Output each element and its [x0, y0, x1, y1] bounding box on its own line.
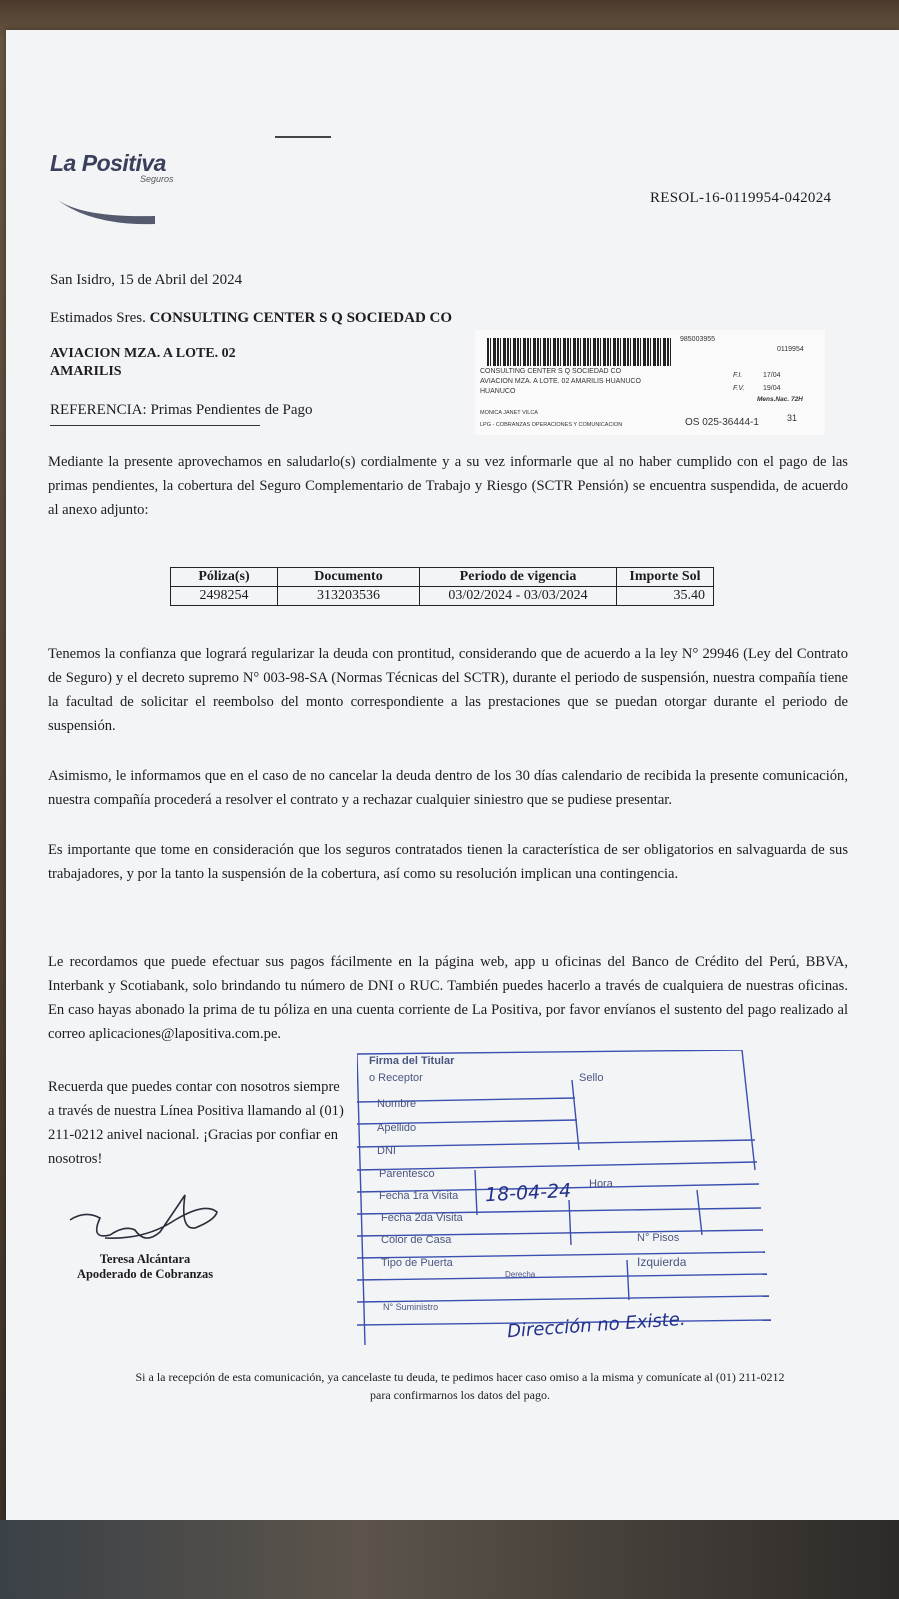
label-fi: F.I. [733, 372, 743, 379]
courier-stamp [357, 1050, 777, 1355]
stamp-label-suministro: N° Suministro [383, 1302, 439, 1312]
greeting-prefix: Estimados Sres. [50, 310, 146, 326]
label-mens: Mens.Nac. 72H [757, 396, 803, 403]
label-line-3: HUANUCO [480, 388, 516, 395]
table-surface [0, 1520, 899, 1599]
address-line-1: AVIACION MZA. A LOTE. 02 [50, 346, 236, 361]
company-name: CONSULTING CENTER S Q SOCIEDAD CO [149, 310, 453, 326]
table-header-row [171, 568, 714, 587]
paragraph-3: Asimismo, le informamos que en el caso de no cancelar la deuda dentro de los 30 días calendario de recibida la presente comunicación, nuestra compañía procederá a resolver el contrato y a rechazar cualquier siniestro que se pudiese presentar. [48, 768, 848, 808]
stamp-label-puerta: Tipo de Puerta [381, 1257, 453, 1269]
letter-date: San Isidro, 15 de Abril del 2024 [50, 272, 243, 288]
cell-poliza: 2498254 [171, 587, 278, 606]
stamp-label-apellido: Apellido [377, 1122, 417, 1134]
signer-name: Teresa Alcántara [99, 1252, 191, 1266]
header-importe: Importe Sol [617, 568, 714, 587]
paragraph-6 [48, 1075, 348, 1171]
barcode-icon [487, 338, 672, 366]
company-logo [50, 150, 210, 230]
logo-text: La Positiva [50, 150, 166, 176]
label-os-code: OS 025-36444-1 [685, 417, 759, 428]
label-right-code: 0119954 [777, 346, 804, 353]
stamp-label-fecha2: Fecha 2da Visita [381, 1212, 463, 1224]
logo-subtext: Seguros [140, 174, 174, 184]
address-block [50, 345, 236, 381]
logo-swoosh-icon [50, 196, 160, 226]
signer-block [75, 1252, 215, 1282]
address-line-2: AMARILIS [50, 364, 122, 379]
stamp-label-izquierda: Izquierda [637, 1255, 687, 1269]
stamp-label-derecha: Derecha [505, 1270, 536, 1279]
stamp-label-nombre: Nombre [377, 1098, 417, 1110]
stamp-label-sello: Sello [579, 1072, 604, 1084]
reference-text: Primas Pendientes de Pago [150, 402, 313, 418]
reference-label: REFERENCIA: [50, 402, 147, 418]
stamp-label-hora: Hora [589, 1178, 613, 1190]
stamp-label-parentesco: Parentesco [379, 1168, 435, 1180]
policy-table [170, 567, 714, 606]
label-line-4: MONICA JANET VILCA [480, 410, 538, 416]
reference [50, 402, 313, 419]
signer-title: Apoderado de Cobranzas [76, 1267, 214, 1281]
header-dash [275, 136, 331, 138]
label-os-number: 31 [787, 413, 798, 423]
stamp-label-receptor: o Receptor [369, 1072, 423, 1084]
paragraph-6-text: Recuerda que puedes contar con nosotros siempre a través de nuestra Línea Positiva llamando al (01) 211-0212 anivel nacional. ¡Gracias por confiar en nosotros! [48, 1079, 344, 1167]
paragraph-1: Mediante la presente aprovechamos en saludarlo(s) cordialmente y a su vez informarle que al no haber cumplido con el pago de las primas pendientes, la cobertura del Seguro Complementario de Trabajo y Riesgo (SCTR Pensión) se encuentra suspendida, de acuerdo al anexo adjunto: [48, 454, 848, 518]
label-code-top: 985003955 [680, 336, 716, 343]
stamp-label-fecha1: Fecha 1ra Visita [379, 1190, 459, 1202]
paragraph-4: Es importante que tome en consideración que los seguros contratados tienen la característica de ser obligatorios en salvaguarda de sus trabajadores, y por la tanto la suspensión de la cobertura, así como su resolución implican una contingencia. [48, 842, 848, 882]
cell-periodo: 03/02/2024 - 03/03/2024 [420, 587, 617, 606]
handwritten-note: Dirección no Existe. [506, 1308, 687, 1343]
label-fv: F.V. [733, 385, 745, 392]
header-periodo: Periodo de vigencia [420, 568, 617, 587]
cell-documento: 313203536 [278, 587, 420, 606]
paragraph-5: Le recordamos que puede efectuar sus pagos fácilmente en la página web, app u oficinas del Banco de Crédito del Perú, BBVA, Interbank y Scotiabank, solo brindando tu número de DNI o RUC. También puedes hacerlo a través de cualquiera de nuestras oficinas. En caso hayas abonado la prima de tu póliza en una cuenta corriente de La Positiva, por favor envíanos el sustento del pago realizado al correo aplicaciones@lapositiva.com.pe. [48, 954, 848, 1042]
handwritten-date: 18-04-24 [484, 1179, 572, 1207]
footer-note: Si a la recepción de esta comunicación, ya cancelaste tu deuda, te pedimos hacer caso omiso a la misma y comunícate al (01) 211-0212 para confirmarnos los datos del pago. [135, 1370, 785, 1402]
cell-importe: 35.40 [617, 587, 714, 606]
stamp-label-pisos: N° Pisos [637, 1232, 680, 1244]
stamp-label-color: Color de Casa [381, 1234, 452, 1246]
courier-label [475, 330, 825, 435]
paragraph-2: Tenemos la confianza que logrará regularizar la deuda con prontitud, considerando que de acuerdo a la ley N° 29946 (Ley del Contrato de Seguro) y el decreto supremo N° 003-98-SA (Normas Técnicas del SCTR), durante el periodo de suspensión, nuestra compañía tiene la facultad de solicitar el reembolso del monto correspondiente a las prestaciones que se puedan otorgar durante el periodo de suspensión. [48, 646, 848, 734]
header-documento: Documento [278, 568, 420, 587]
stamp-label-dni: DNI [377, 1145, 396, 1157]
label-fv-value: 19/04 [763, 385, 781, 392]
table-row [171, 587, 714, 606]
header-poliza: Póliza(s) [171, 568, 278, 587]
stamp-label-firma: Firma del Titular [369, 1055, 455, 1067]
label-line-2: AVIACION MZA. A LOTE. 02 AMARILIS HUANUCO [480, 378, 641, 385]
label-line-1: CONSULTING CENTER S Q SOCIEDAD CO [480, 368, 622, 375]
label-fi-value: 17/04 [763, 372, 781, 379]
reference-underline [50, 425, 260, 426]
greeting [50, 310, 452, 327]
label-line-5: LPG - COBRANZAS OPERACIONES Y COMUNICACION [480, 422, 623, 428]
resolution-code: RESOL-16-0119954-042024 [650, 190, 832, 206]
signature-icon [65, 1190, 225, 1250]
